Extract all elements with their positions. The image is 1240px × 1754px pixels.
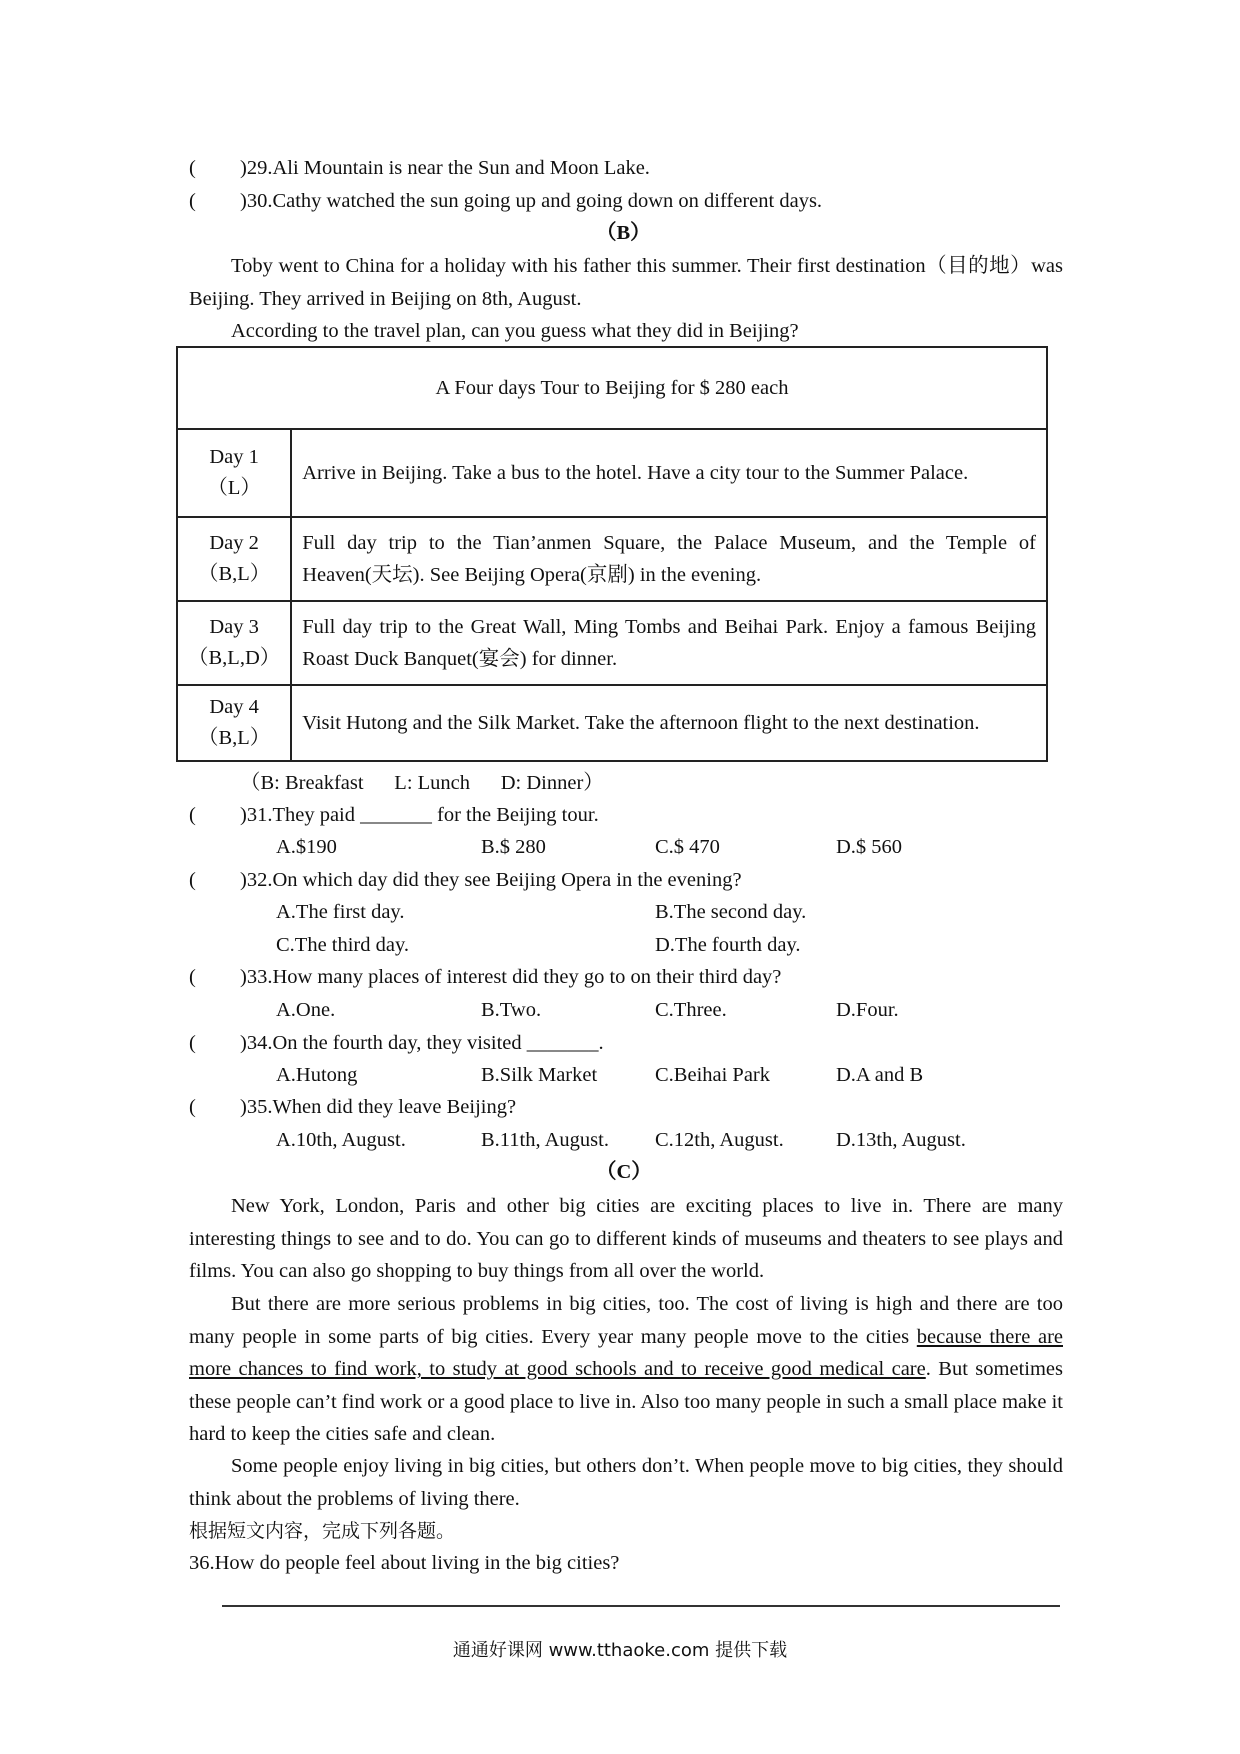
question-29: )29.Ali Mountain is near the Sun and Moon Lake. bbox=[240, 157, 650, 179]
passage-paragraph-2 bbox=[189, 1288, 1063, 1451]
table-title: A Four days Tour to Beijing for $ 280 each bbox=[177, 347, 1047, 429]
option-33-c: C.Three. bbox=[655, 999, 727, 1021]
passage-paragraph-3 bbox=[189, 1450, 1063, 1515]
footer-divider bbox=[222, 1605, 1060, 1607]
option-34-d: D.A and B bbox=[836, 1064, 924, 1086]
option-31-b: B.$ 280 bbox=[481, 836, 546, 858]
option-33-d: D.Four. bbox=[836, 999, 899, 1021]
question-30: )30.Cathy watched the sun going up and going down on different days. bbox=[240, 190, 823, 212]
table-row-day-1 bbox=[177, 429, 1047, 517]
day-cell bbox=[177, 517, 291, 601]
passage-paragraph-1 bbox=[189, 1190, 1063, 1288]
meal-legend: （B: Breakfast L: Lunch D: Dinner） bbox=[240, 772, 604, 794]
option-34-a: A.Hutong bbox=[276, 1064, 358, 1086]
paragraph-2-text-end: . But sometimes these people can’t find work or a good place to live in. Also too many people in such a small place make it hard to keep the cities safe and clean. bbox=[189, 1358, 1063, 1445]
answer-paren-31: ( bbox=[189, 804, 196, 826]
plan-cell: Full day trip to the Tian’anmen Square, the Palace Museum, and the Temple of Heaven(天坛). See Beijing Opera(京剧) in the evening. bbox=[291, 517, 1047, 601]
meals-label: （B,L） bbox=[197, 727, 271, 749]
plan-cell: Arrive in Beijing. Take a bus to the hotel. Have a city tour to the Summer Palace. bbox=[291, 429, 1047, 517]
option-32-c: C.The third day. bbox=[276, 934, 410, 956]
option-32-a: A.The first day. bbox=[276, 901, 405, 923]
section-b-intro bbox=[189, 250, 1063, 315]
task-instruction: 根据短文内容，完成下列各题。 bbox=[189, 1520, 456, 1542]
meals-label: （B,L,D） bbox=[188, 647, 281, 669]
day-label: Day 2 bbox=[209, 532, 259, 554]
question-34: )34.On the fourth day, they visited _______. bbox=[240, 1032, 604, 1054]
travel-plan-table bbox=[176, 346, 1048, 762]
question-32: )32.On which day did they see Beijing Opera in the evening? bbox=[240, 869, 742, 891]
plan-cell: Full day trip to the Great Wall, Ming Tombs and Beihai Park. Enjoy a famous Beijing Roast Duck Banquet(宴会) for dinner. bbox=[291, 601, 1047, 685]
table-row-day-4 bbox=[177, 685, 1047, 761]
option-35-b: B.11th, August. bbox=[481, 1129, 609, 1151]
answer-paren-33: ( bbox=[189, 966, 196, 988]
day-cell bbox=[177, 685, 291, 761]
option-32-b: B.The second day. bbox=[655, 901, 807, 923]
option-35-d: D.13th, August. bbox=[836, 1129, 966, 1151]
answer-paren-32: ( bbox=[189, 869, 196, 891]
intro-text: Toby went to China for a holiday with his father this summer. Their first destination（目的地）was Beijing. They arrived in Beijing on 8th, August. bbox=[189, 255, 1063, 310]
underlined-sentence: because there are more chances to find work, to study at good schools and to receive good medical care bbox=[189, 1325, 1063, 1380]
option-33-a: A.One. bbox=[276, 999, 336, 1021]
answer-paren-29: ( bbox=[189, 157, 196, 179]
option-31-c: C.$ 470 bbox=[655, 836, 720, 858]
option-33-b: B.Two. bbox=[481, 999, 542, 1021]
day-cell bbox=[177, 601, 291, 685]
section-b-intro-question bbox=[189, 315, 1063, 348]
option-31-a: A.$190 bbox=[276, 836, 337, 858]
question-31: )31.They paid _______ for the Beijing tour. bbox=[240, 804, 599, 826]
question-36: 36.How do people feel about living in the big cities? bbox=[189, 1552, 620, 1574]
option-32-d: D.The fourth day. bbox=[655, 934, 801, 956]
option-35-c: C.12th, August. bbox=[655, 1129, 784, 1151]
paragraph-1-text: New York, London, Paris and other big cities are exciting places to live in. There are many interesting things to see and to do. You can go to different kinds of museums and theaters to see plays and films. You can also go shopping to buy things from all over the world. bbox=[189, 1195, 1063, 1282]
table-row-day-2 bbox=[177, 517, 1047, 601]
intro-question-text: According to the travel plan, can you guess what they did in Beijing? bbox=[231, 320, 799, 342]
option-35-a: A.10th, August. bbox=[276, 1129, 406, 1151]
meals-label: （B,L） bbox=[197, 563, 271, 585]
question-33: )33.How many places of interest did they go to on their third day? bbox=[240, 966, 782, 988]
day-label: Day 1 bbox=[209, 446, 259, 468]
day-cell bbox=[177, 429, 291, 517]
day-label: Day 4 bbox=[209, 696, 259, 718]
answer-paren-30: ( bbox=[189, 190, 196, 212]
paragraph-2-text-start: But there are more serious problems in big cities, too. The cost of living is high and there are too many people in some parts of big cities. Every year many people move to the cities bbox=[189, 1293, 1063, 1348]
page-footer: 通通好课网 www.tthaoke.com 提供下载 bbox=[452, 1640, 788, 1661]
option-31-d: D.$ 560 bbox=[836, 836, 903, 858]
table-row-day-3 bbox=[177, 601, 1047, 685]
answer-paren-35: ( bbox=[189, 1096, 196, 1118]
paragraph-3-text: Some people enjoy living in big cities, but others don’t. When people move to big cities, they should think about the problems of living there. bbox=[189, 1455, 1063, 1510]
question-35: )35.When did they leave Beijing? bbox=[240, 1096, 517, 1118]
plan-cell: Visit Hutong and the Silk Market. Take the afternoon flight to the next destination. bbox=[291, 685, 1047, 761]
section-c-heading: （C） bbox=[596, 1161, 652, 1183]
meals-label: （L） bbox=[207, 477, 261, 499]
section-b-heading: （B） bbox=[596, 222, 651, 244]
option-34-c: C.Beihai Park bbox=[655, 1064, 771, 1086]
day-label: Day 3 bbox=[209, 616, 259, 638]
option-34-b: B.Silk Market bbox=[481, 1064, 598, 1086]
answer-paren-34: ( bbox=[189, 1032, 196, 1054]
